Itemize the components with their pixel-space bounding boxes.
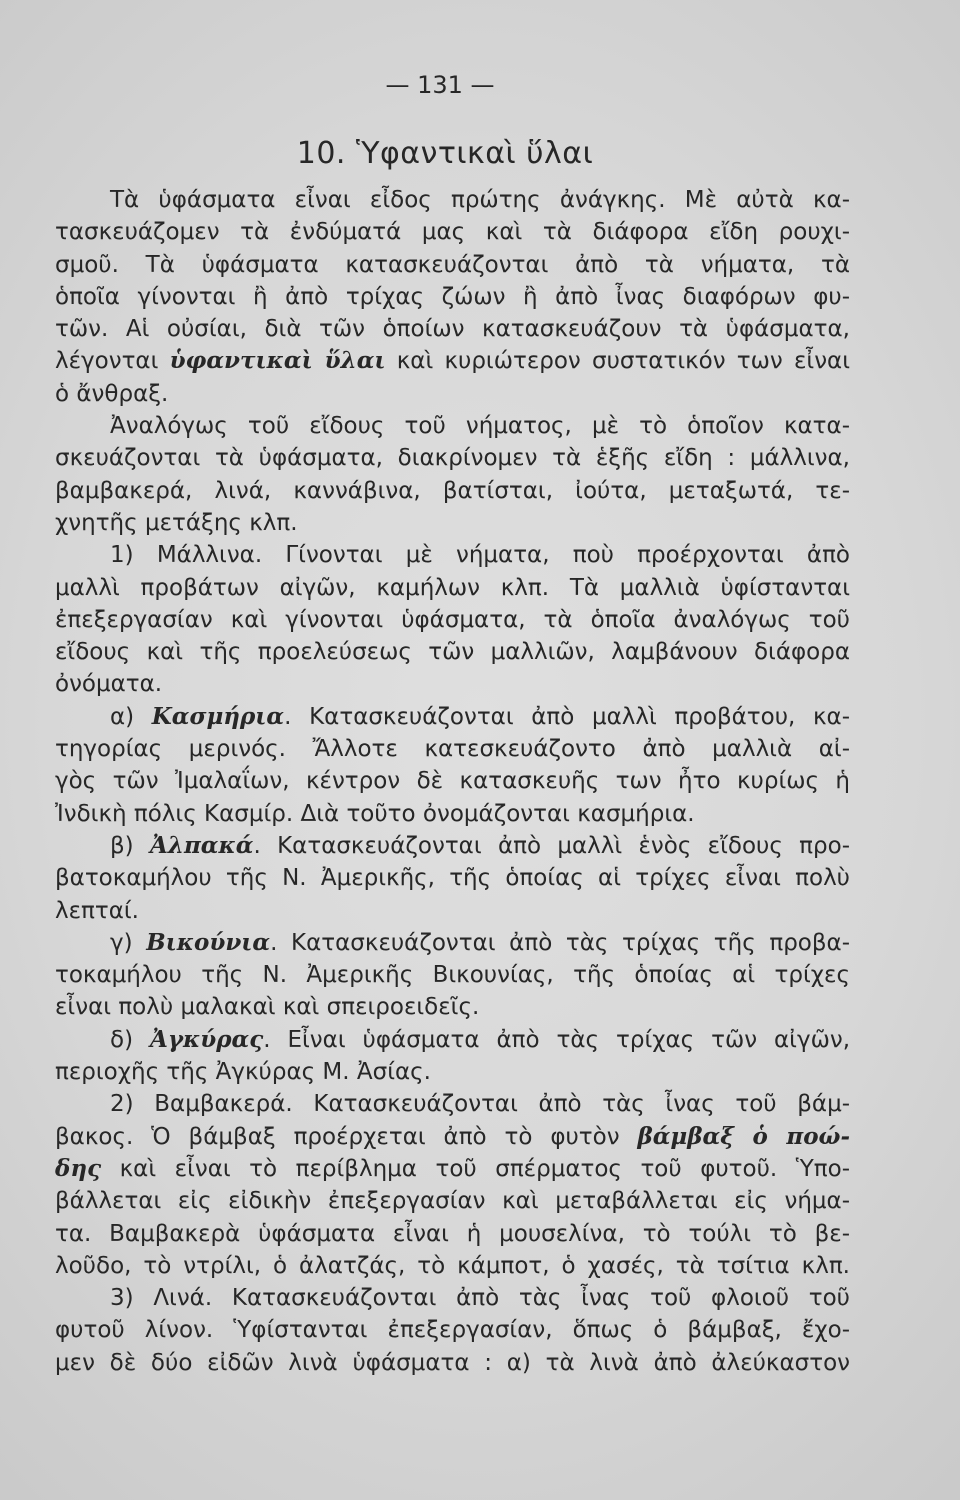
line-text: ἐπεξεργασίαν καὶ γίνονται ὑφάσματα, τὰ ὁποῖα ἀναλόγως τοῦ <box>55 606 850 633</box>
line-text: σκευάζονται τὰ ὑφάσματα, διακρίνομεν τὰ ἑξῆς εἴδη : μάλλινα, <box>55 445 850 472</box>
line-text: βάλλεται εἰς εἰδικὴν ἐπεξεργασίαν καὶ μεταβάλλεται εἰς νήμα- <box>55 1188 850 1215</box>
text-line <box>55 1153 850 1185</box>
text-line <box>55 1185 850 1217</box>
line-content <box>55 991 479 1023</box>
line-content <box>55 313 850 345</box>
line-text: σμοῦ. Τὰ ὑφάσματα κατασκευάζονται ἀπὸ τὰ νήματα, τὰ <box>55 251 850 278</box>
line-text: εἶναι πολὺ μαλακαὶ καὶ σπειροειδεῖς. <box>55 994 480 1021</box>
line-text: . Εἶναι ὑφάσματα ἀπὸ τὰς τρίχας τῶν αἰγῶν, <box>263 1026 850 1053</box>
line-text: ὀνόματα. <box>55 671 163 698</box>
line-text: β) <box>110 832 150 859</box>
text-line <box>55 345 850 377</box>
line-content <box>55 959 850 991</box>
line-content <box>55 1121 850 1153</box>
line-text: γὸς τῶν Ἰμαλαΐων, κέντρον δὲ κατασκευῆς των ἦτο κυρίως ἡ <box>55 768 850 795</box>
text-line <box>55 991 850 1023</box>
line-text: . Κατασκευάζονται ἀπὸ τὰς τρίχας τῆς προβα- <box>270 929 851 956</box>
text-line <box>55 927 850 959</box>
line-content <box>55 1347 850 1379</box>
text-line <box>55 281 850 313</box>
line-content <box>55 345 850 377</box>
emphasized-term: Ἀγκύρας <box>150 1025 264 1053</box>
text-line <box>55 507 850 539</box>
text-line <box>55 313 850 345</box>
body-text <box>55 184 850 1379</box>
line-text: 2) Βαμβακερά. Κατασκευάζονται ἀπὸ τὰς ἶνας τοῦ βάμ- <box>110 1091 850 1118</box>
emphasized-term: Κασμήρια <box>151 702 285 730</box>
line-content <box>55 378 168 410</box>
line-content <box>110 701 850 733</box>
line-text: βαμβακερά, λινά, καννάβινα, βατίσται, ἰούτα, μεταξωτά, τε- <box>55 477 850 504</box>
text-line <box>55 636 850 668</box>
text-line <box>55 701 850 733</box>
line-text: ὁποῖα γίνονται ἢ ἀπὸ τρίχας ζώων ἢ ἀπὸ ἶνας διαφόρων φυ- <box>55 283 850 310</box>
line-text: γ) <box>110 929 147 956</box>
line-text: τασκευάζομεν τὰ ἐνδύματά μας καὶ τὰ διάφορα εἴδη ρουχι- <box>55 219 850 246</box>
line-content <box>55 572 850 604</box>
line-content <box>110 539 850 571</box>
line-content <box>55 798 695 830</box>
line-text: τοκαμήλου τῆς Ν. Ἀμερικῆς Βικουνίας, τῆς ὁποίας αἱ τρίχες <box>55 962 850 989</box>
line-text: . Κατασκευάζονται ἀπὸ μαλλὶ ἑνὸς εἴδους προ- <box>253 832 850 859</box>
text-line <box>55 442 850 474</box>
line-text: μαλλὶ προβάτων αἰγῶν, καμήλων κλπ. Τὰ μαλλιὰ ὑφίστανται <box>55 574 850 601</box>
line-content <box>110 830 850 862</box>
line-content <box>55 216 850 248</box>
line-text: λεπταί. <box>55 897 139 924</box>
emphasized-term: Βικούνια <box>146 928 271 956</box>
line-content <box>110 410 850 442</box>
line-content <box>55 636 850 668</box>
text-line <box>55 1056 850 1088</box>
line-text: τηγορίας μερινός. Ἄλλοτε κατεσκευάζοντο ἀπὸ μαλλιὰ αἰ- <box>55 736 850 763</box>
line-text: Ἀναλόγως τοῦ εἴδους τοῦ νήματος, μὲ τὸ ὁποῖον κατα- <box>110 413 850 440</box>
text-line <box>55 475 850 507</box>
emphasized-term: Ἀλπακά <box>150 831 254 859</box>
text-line <box>55 1314 850 1346</box>
line-text: λοῦδο, τὸ ντρίλι, ὁ ἀλατζάς, τὸ κάμποτ, ὁ χασές, τὰ τσίτια κλπ. <box>55 1252 850 1279</box>
line-text: τα. Βαμβακερὰ ὑφάσματα εἶναι ἡ μουσελίνα, τὸ τούλι τὸ βε- <box>55 1220 850 1247</box>
page-number: — 131 — <box>385 71 495 99</box>
text-line <box>55 1250 850 1282</box>
line-text: α) <box>110 703 152 730</box>
section-title: 10. Ὑφαντικαὶ ὕλαι <box>296 136 594 171</box>
text-line <box>55 733 850 765</box>
text-line <box>55 1282 850 1314</box>
line-content <box>55 1153 850 1185</box>
line-content <box>55 1250 850 1282</box>
text-line <box>55 1121 850 1153</box>
line-content <box>55 765 850 797</box>
line-text: καὶ κυριώτερον συστατικόν των εἶναι <box>385 348 850 375</box>
line-text: μεν δὲ δύο εἰδῶν λινὰ ὑφάσματα : α) τὰ λινὰ ἀπὸ ἀλεύκαστον <box>55 1349 850 1376</box>
text-line <box>55 604 850 636</box>
emphasized-term: δης <box>55 1154 102 1182</box>
text-line <box>55 249 850 281</box>
line-content <box>55 1314 850 1346</box>
line-content <box>55 862 850 894</box>
text-line <box>55 1088 850 1120</box>
line-text: εἴδους καὶ τῆς προελεύσεως τῶν μαλλιῶν, λαμβάνουν διάφορα <box>55 639 850 666</box>
text-line <box>55 862 850 894</box>
line-content <box>55 442 850 474</box>
line-content <box>110 1088 850 1120</box>
line-text: 1) Μάλλινα. Γίνονται μὲ νήματα, ποὺ προέρχονται ἀπὸ <box>110 542 850 569</box>
text-line <box>55 410 850 442</box>
text-line <box>55 798 850 830</box>
text-line <box>55 216 850 248</box>
line-content <box>55 668 162 700</box>
line-content <box>55 475 850 507</box>
text-line <box>55 1218 850 1250</box>
line-content <box>55 733 850 765</box>
line-content <box>55 895 139 927</box>
text-line <box>55 378 850 410</box>
line-text: 3) Λινά. Κατασκευάζονται ἀπὸ τὰς ἶνας τοῦ φλοιοῦ τοῦ <box>110 1285 850 1312</box>
text-line <box>55 572 850 604</box>
text-line <box>55 895 850 927</box>
line-text: βατοκαμήλου τῆς Ν. Ἀμερικῆς, τῆς ὁποίας αἱ τρίχες εἶναι πολὺ <box>55 865 850 892</box>
line-content <box>110 184 850 216</box>
text-line <box>55 765 850 797</box>
line-content <box>55 249 850 281</box>
emphasized-term: βάμβαξ ὁ ποώ- <box>637 1122 850 1150</box>
text-line <box>55 830 850 862</box>
line-content <box>110 1282 850 1314</box>
line-text: καὶ εἶναι τὸ περίβλημα τοῦ σπέρματος τοῦ φυτοῦ. Ὑπο- <box>101 1155 850 1182</box>
line-text: τῶν. Αἱ οὐσίαι, διὰ τῶν ὁποίων κατασκευάζουν τὰ ὑφάσματα, <box>55 316 850 343</box>
text-line <box>55 1024 850 1056</box>
line-content <box>110 927 850 959</box>
line-text: Ἰνδικὴ πόλις Κασμίρ. Διὰ τοῦτο ὀνομάζονται κασμήρια. <box>55 800 695 827</box>
line-content <box>55 604 850 636</box>
line-content <box>55 1185 850 1217</box>
text-line <box>55 1347 850 1379</box>
line-text: δ) <box>110 1026 150 1053</box>
line-text: ὁ ἄνθραξ. <box>55 380 169 407</box>
line-content <box>110 1024 850 1056</box>
line-text: φυτοῦ λίνον. Ὑφίστανται ἐπεξεργασίαν, ὅπως ὁ βάμβαξ, ἔχο- <box>55 1317 850 1344</box>
line-text: Τὰ ὑφάσματα εἶναι εἶδος πρώτης ἀνάγκης. Μὲ αὐτὰ κα- <box>110 187 850 213</box>
line-text: βακος. Ὁ βάμβαξ προέρχεται ἀπὸ τὸ φυτὸν <box>55 1123 638 1150</box>
line-content <box>55 507 298 539</box>
line-text: . Κατασκευάζονται ἀπὸ μαλλὶ προβάτου, κα- <box>284 703 850 730</box>
line-content <box>55 281 850 313</box>
emphasized-term: ὑφαντικαὶ ὕλαι <box>169 347 386 375</box>
line-text: λέγονται <box>55 348 170 375</box>
line-text: χνητῆς μετάξης κλπ. <box>55 509 298 536</box>
line-text: περιοχῆς τῆς Ἀγκύρας Μ. Ἀσίας. <box>55 1059 431 1086</box>
text-line <box>55 184 850 216</box>
line-content <box>55 1056 431 1088</box>
text-line <box>55 539 850 571</box>
line-content <box>55 1218 850 1250</box>
text-line <box>55 959 850 991</box>
text-line <box>55 668 850 700</box>
